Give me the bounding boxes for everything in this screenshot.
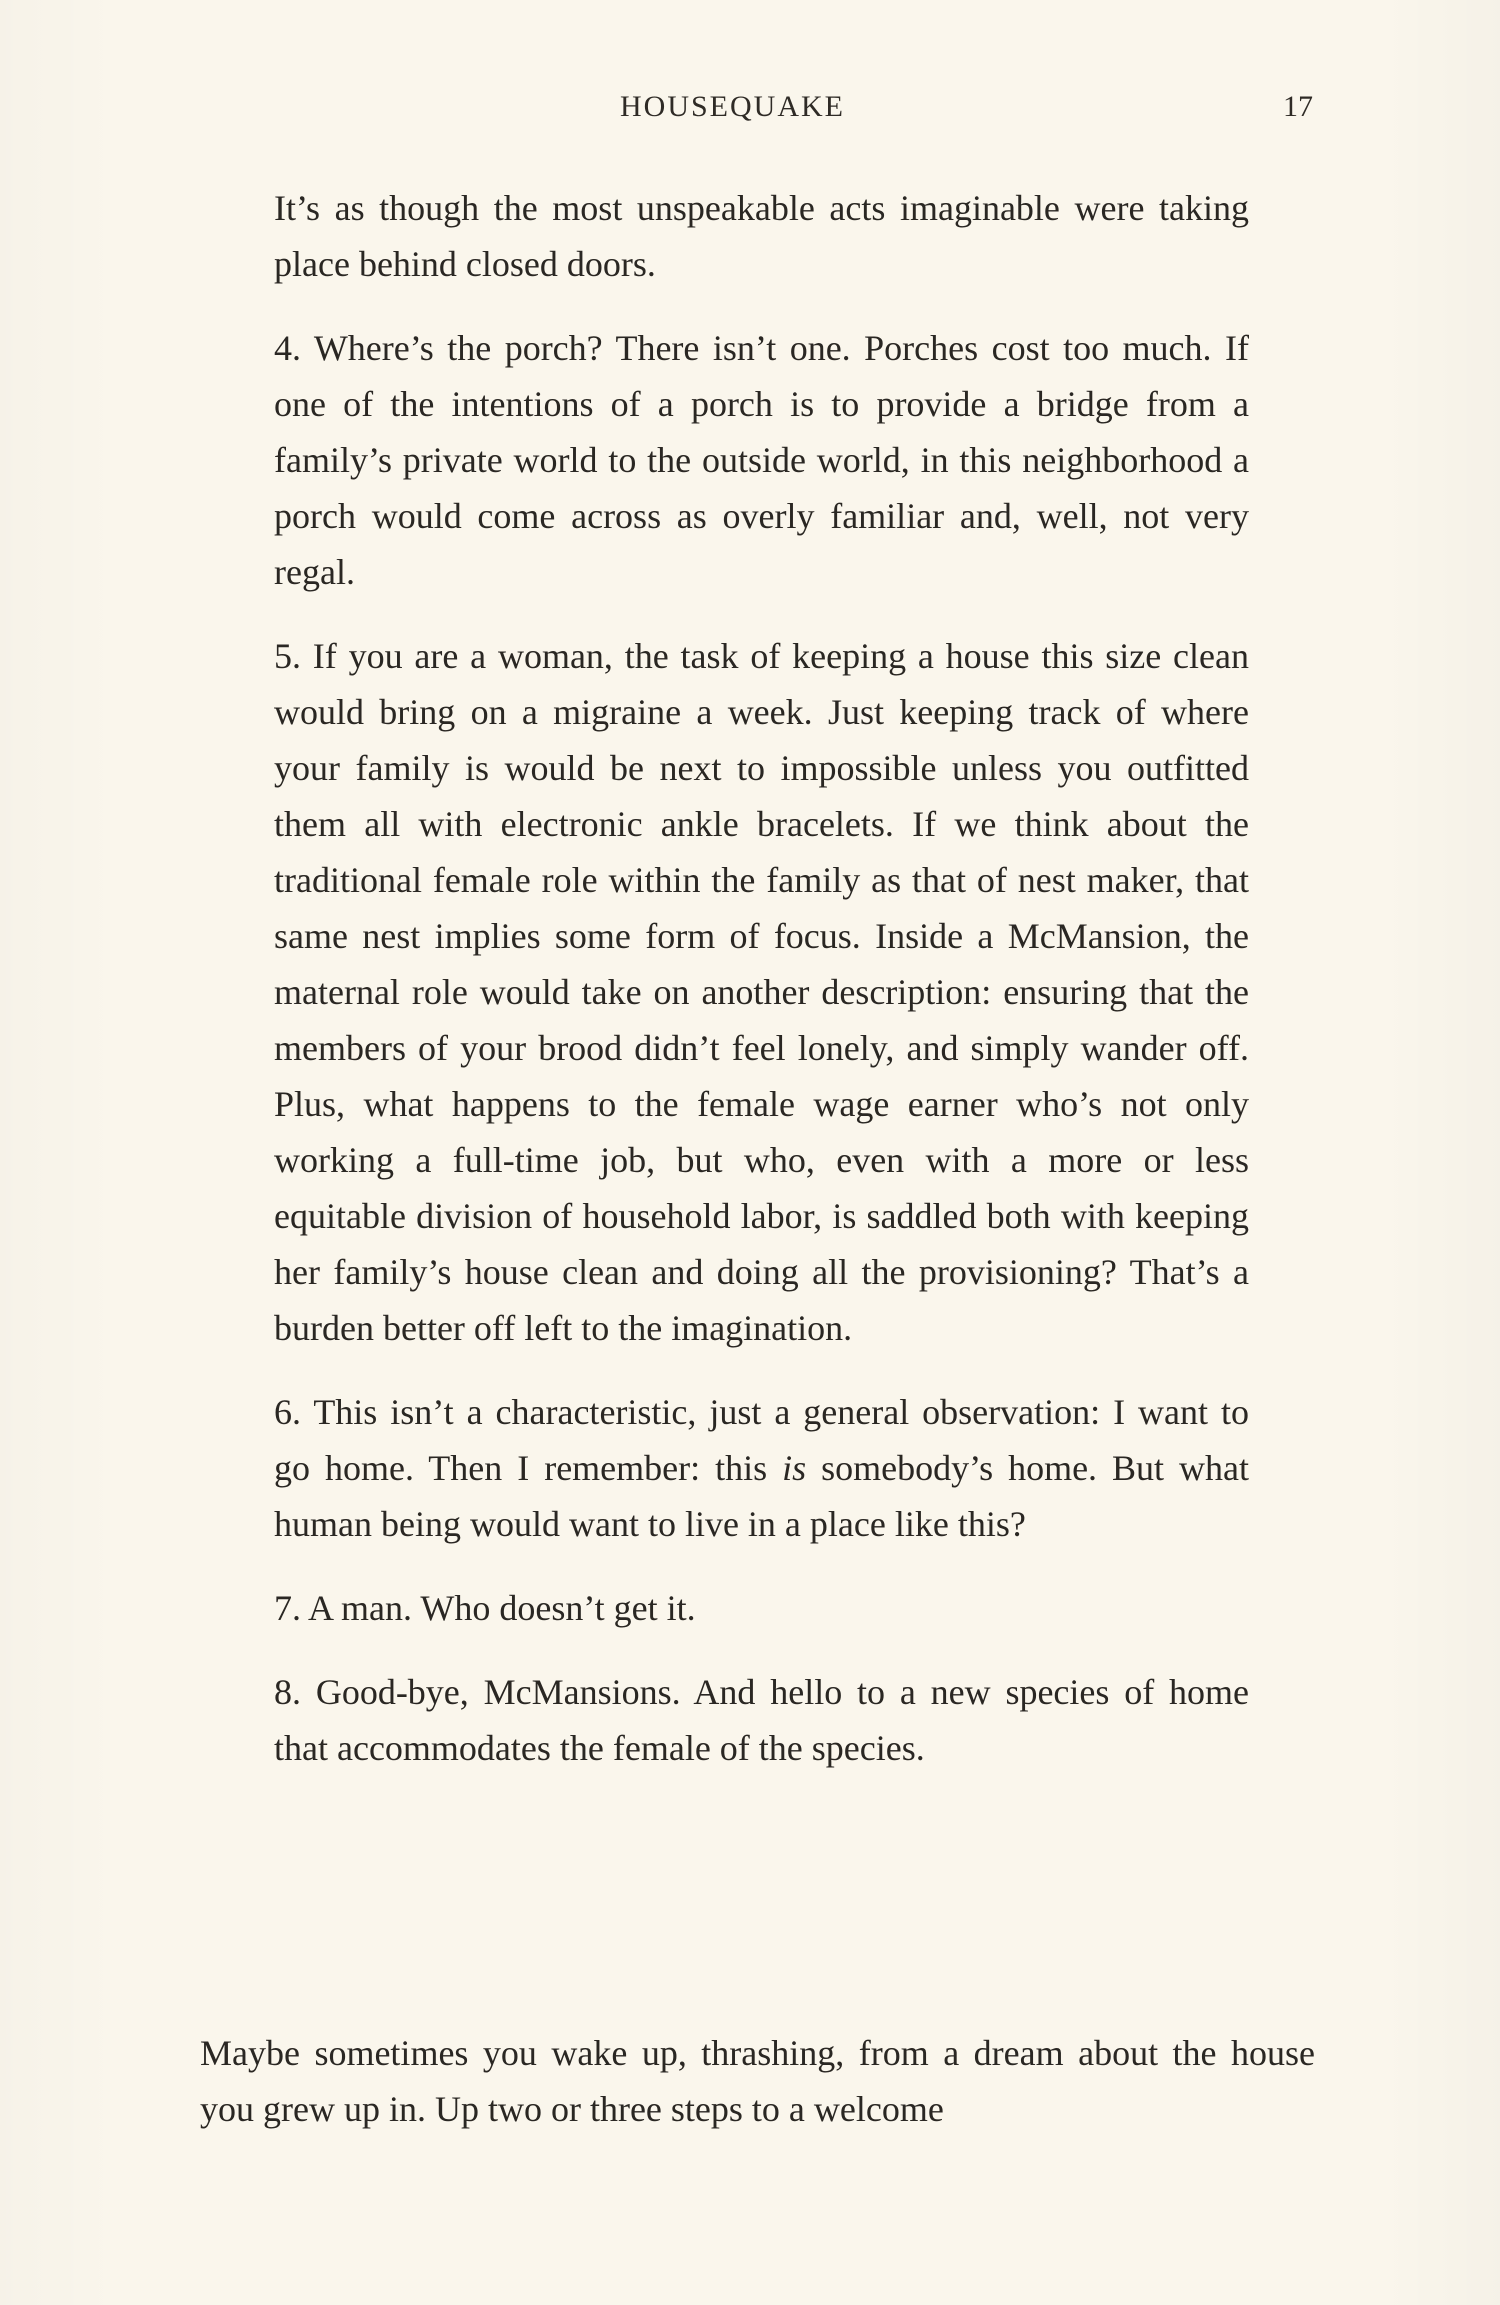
list-item-6-emphasis: is xyxy=(782,1448,807,1488)
list-item-7: 7. A man. Who doesn’t get it. xyxy=(274,1588,696,1628)
numbered-list xyxy=(274,180,1249,1804)
body-paragraph: Maybe sometimes you wake up, thrashing, from a dream about the house you grew up in. Up two or three steps to a welcome xyxy=(200,2033,1315,2129)
body-text xyxy=(200,2025,1315,2137)
list-item-8: 8. Good-bye, McMansions. And hello to a new species of home that accommodates the female of the species. xyxy=(274,1672,1249,1768)
list-item-6-text-after: somebody’s home. But what human being would want to live in a place like this? xyxy=(274,1448,1249,1544)
list-item-4: 4. Where’s the porch? There isn’t one. Porches cost too much. If one of the intentions of a porch is to provide a bridge from a family’s private world to the outside world, in this neighborhood a porch would come across as overly familiar and, well, not very regal. xyxy=(274,328,1249,592)
running-head: HOUSEQUAKE xyxy=(620,90,845,123)
list-item-5: 5. If you are a woman, the task of keeping a house this size clean would bring on a migraine a week. Just keeping track of where your family is would be next to impossible unless you outfitted them all with electronic ankle bracelets. If we think about the traditional female role within the family as that of nest maker, that same nest implies some form of focus. Inside a McMansion, the maternal role would take on another description: ensuring that the members of your brood didn’t feel lonely, and simply wander off. Plus, what happens to the female wage earner who’s not only working a full-time job, but who, even with a more or less equitable division of household labor, is saddled both with keeping her family’s house clean and doing all the provisioning? That’s a burden better off left to the imagination. xyxy=(274,636,1249,1348)
list-item-6-text-before: 6. This isn’t a characteristic, just a general observation: I want to go home. Then I remember: this xyxy=(274,1392,1249,1488)
page-number: 17 xyxy=(1283,90,1313,123)
list-item-6 xyxy=(274,1384,1249,1552)
continuation-paragraph: It’s as though the most unspeakable acts imaginable were taking place behind closed doors. xyxy=(274,188,1249,284)
